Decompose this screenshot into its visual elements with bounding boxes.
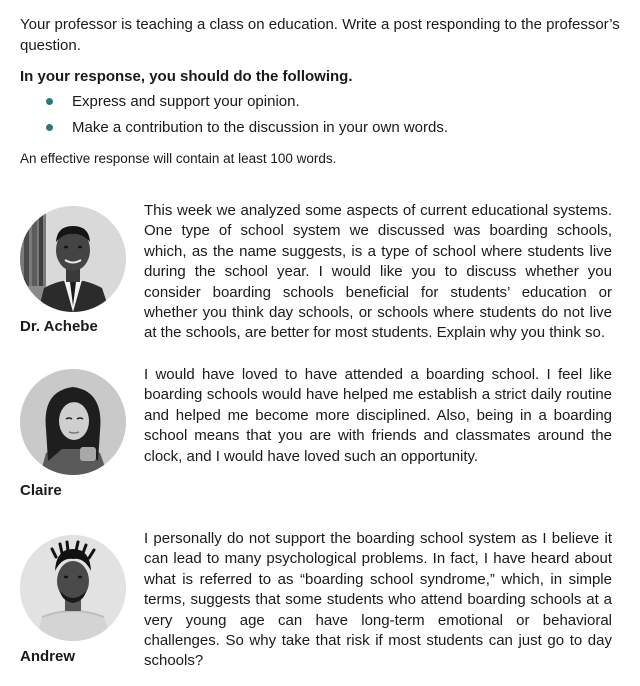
bullet-text: Express and support your opinion.	[72, 93, 300, 110]
bullet-icon	[46, 98, 53, 105]
andrew-name: Andrew	[20, 648, 76, 665]
bullet-text: Make a contribution to the discussion in your own words.	[72, 119, 449, 136]
instructions-list	[20, 92, 448, 144]
list-item	[20, 92, 448, 112]
claire-avatar	[20, 369, 126, 475]
professor-name: Dr. Achebe	[20, 318, 98, 335]
word-count-note: An effective response will contain at least 100 words.	[20, 151, 337, 166]
andrew-post: I personally do not support the boarding school system as I believe it can lead to many psychological problems. In fact, I have heard about what is referred to as “boarding school syndrome,” which, in simple terms, suggests that some students who attend boarding schools at a very young age can have long-term emotional or behavioral challenges. So why take that risk if most students can just go to day schools?	[144, 530, 612, 670]
andrew-avatar	[20, 535, 126, 641]
list-item	[20, 118, 448, 138]
professor-post: This week we analyzed some aspects of current educational systems. One type of school system we discussed was boarding schools, which, as the name suggests, is a type of school where students live during the school year. I would like you to discuss whether you consider boarding schools beneficial for students’ education or whether you think day schools, or schools where students do not live at the schools, are better for most students. Explain why you think so.	[144, 202, 612, 342]
professor-avatar	[20, 206, 126, 312]
claire-post: I would have loved to have attended a boarding school. I feel like boarding schools would have helped me establish a strict daily routine and helped me become more disciplined. Also, being in a boarding school means that you are with friends and classmates around the clock, and I would have loved such an opportunity.	[144, 366, 612, 465]
prompt-intro: Your professor is teaching a class on education. Write a post responding to the professor’s question.	[20, 16, 620, 54]
instructions-heading: In your response, you should do the following.	[20, 68, 353, 85]
claire-name: Claire	[20, 482, 62, 499]
bullet-icon	[46, 124, 53, 131]
